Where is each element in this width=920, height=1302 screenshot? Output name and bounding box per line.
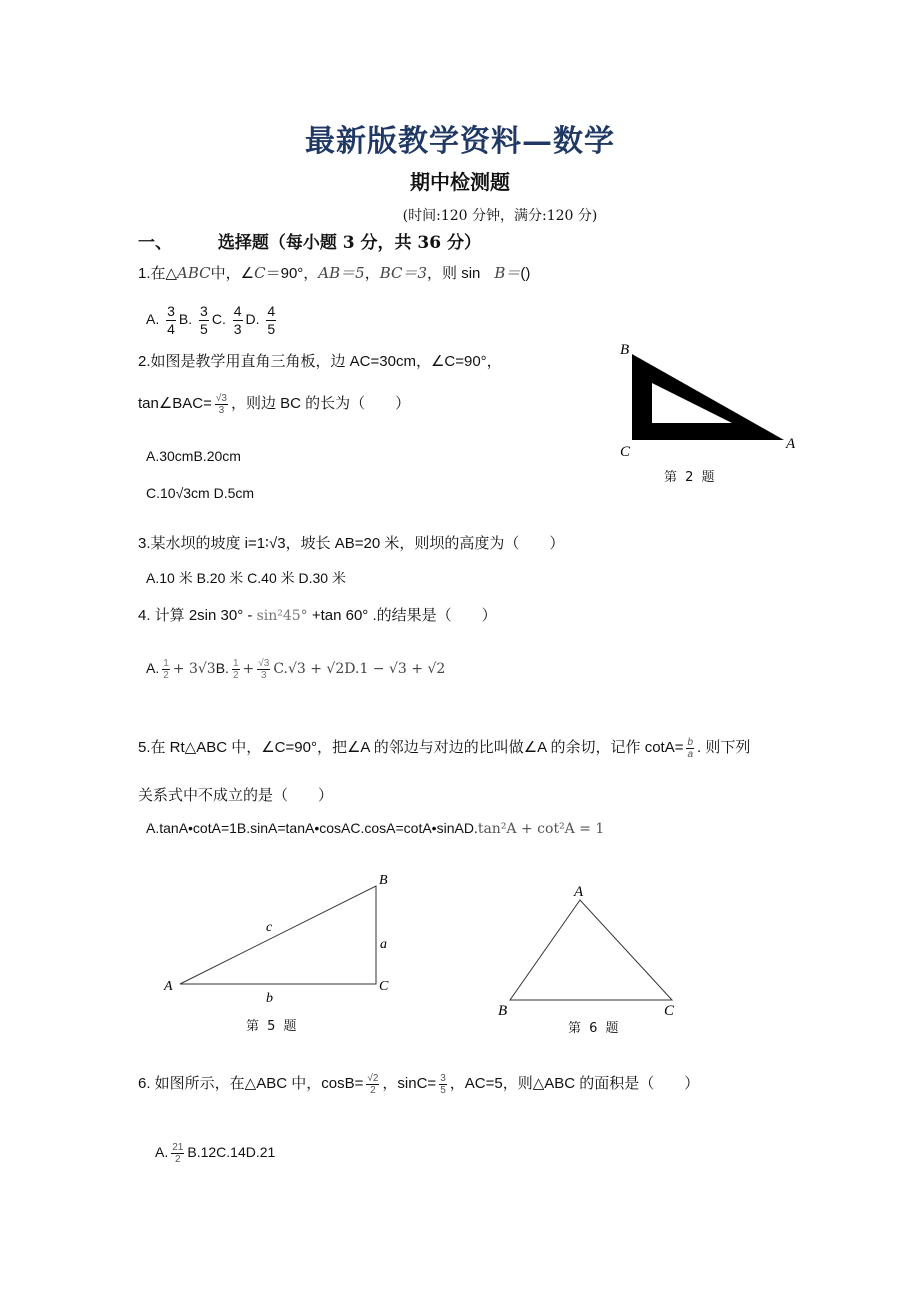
q2-line2-post: ，则边 BC 的长为（ ） (230, 395, 411, 412)
q6-options (155, 1142, 275, 1165)
q6-opt-rest: B.12C.14D.21 (187, 1144, 276, 1161)
q5-side-c: c (266, 920, 273, 935)
q1-mid3: ，则 sin (427, 265, 481, 282)
q6-post: ，AC=5，则△ABC 的面积是（ ） (449, 1075, 700, 1092)
question-1 (138, 262, 530, 283)
q1-frac-a (166, 303, 176, 338)
q6-line (138, 1072, 699, 1096)
q5-vertex-a: A (164, 979, 173, 994)
q6-frac2-den: 5 (440, 1084, 446, 1096)
section-label: 选择题（每小题 3 分，共 36 分） (217, 233, 482, 253)
q6-mid: ，sinC= (382, 1075, 437, 1092)
exam-subtitle: (时间:120 分钟，满分:120 分) (402, 208, 598, 224)
q1-frac-d-den: 5 (267, 321, 276, 337)
section-number: 一、 (138, 233, 172, 253)
q2-line2-pre: tan∠BAC= (138, 395, 212, 412)
q5-side-b: b (266, 991, 273, 1006)
q2-frac-num: √3 (215, 392, 227, 404)
q1-opt-a: A. (146, 311, 160, 328)
q6-frac1-num: √2 (367, 1072, 379, 1084)
q4-opt-b-frac1-den: 2 (232, 670, 239, 681)
exam-title: 期中检测题 (410, 170, 510, 194)
q4-opt-b-plus: + (242, 661, 255, 678)
q4-opt-b-frac2 (257, 658, 270, 681)
q2-frac-den: 3 (218, 404, 225, 416)
q3-line: 3.某水坝的坡度 i=1∶√3，坡长 AB=20 米，则坝的高度为（ ） (138, 535, 565, 552)
q6-opt-a-frac-den: 2 (175, 1154, 181, 1165)
section-heading (138, 228, 481, 253)
q5-opts-text: A.tanA•cotA=1B.sinA=tanA•cosAC.cosA=cotA•sinAD. (146, 820, 478, 836)
q5-frac-den: a (687, 748, 694, 760)
q5-line2: 关系式中不成立的是（ ） (138, 787, 334, 804)
q4-opt-c: C.√3 + √2 (273, 661, 345, 678)
q4-opt-a-frac-den: 2 (163, 670, 169, 681)
q5-frac (686, 737, 694, 760)
figure-q2-triangle-ruler (612, 338, 802, 466)
q6-frac1 (366, 1073, 379, 1096)
q5-vertex-c: C (379, 979, 389, 994)
q5-caption: 第 5 题 (246, 1019, 299, 1034)
q1-frac-b-num: 3 (200, 303, 208, 319)
q1-ab: AB＝5 (318, 264, 365, 282)
q5-line1 (138, 736, 750, 760)
q1-mid1: 中，∠ (210, 265, 255, 282)
q2-label-c: C (620, 444, 631, 460)
q1-bc: BC＝3 (379, 264, 428, 282)
q1-options (146, 303, 279, 338)
q6-vertex-a: A (574, 884, 584, 900)
q1-opt-b: B. (178, 311, 193, 328)
q1-b: B＝ (494, 264, 521, 282)
q2-options-1: A.30cmB.20cm (146, 448, 241, 464)
q5-line1-pre: 5.在 Rt△ABC 中，∠C=90°，把∠A 的邻边与对边的比叫做∠A 的余切，记作 cotA= (138, 739, 684, 756)
q5-side-a: a (380, 937, 387, 952)
q2-label-a: A (786, 436, 796, 452)
q2-frac (215, 393, 228, 416)
q5-vertex-b: B (379, 873, 388, 888)
q4-opt-b-frac1-num: 1 (232, 658, 239, 669)
q2-line1: 2.如图是教学用直角三角板，边 AC=30cm，∠C=90°， (138, 353, 502, 370)
q2-label-b: B (620, 342, 630, 358)
q5-triangle (180, 886, 376, 984)
q3-options: A.10 米 B.20 米 C.40 米 D.30 米 (146, 570, 346, 586)
q5-opt-d-math: tan²A + cot²A = 1 (477, 821, 605, 837)
q4-line (138, 604, 497, 625)
q6-vertex-c: C (664, 1003, 675, 1019)
figure-q5-right-triangle (160, 868, 400, 1008)
q1-frac-b (199, 303, 209, 338)
q2-options-2: C.10√3cm D.5cm (146, 485, 255, 501)
q4-mid: sin²45° (256, 608, 308, 624)
q6-frac2 (439, 1073, 447, 1096)
q6-triangle (510, 900, 672, 1000)
q1-abc: ABC (177, 264, 211, 282)
q1-frac-c-den: 3 (233, 321, 242, 337)
q4-opt-a-frac-num: 1 (163, 658, 169, 669)
q6-opt-a-frac (171, 1142, 184, 1165)
q1-comma: ， (364, 265, 380, 282)
q4-opt-b-label: B. (215, 660, 229, 677)
q1-frac-d (266, 303, 276, 338)
q1-frac-a-den: 4 (167, 321, 175, 337)
q2-caption: 第 2 题 (664, 470, 717, 485)
q1-frac-a-num: 3 (167, 303, 175, 319)
q1-frac-c (233, 303, 243, 338)
q4-opt-a-label: A. (146, 660, 160, 677)
q5-frac-num: b (687, 736, 694, 748)
q6-frac1-den: 2 (370, 1084, 376, 1096)
q6-opt-a: A. (155, 1144, 169, 1161)
q6-line-pre: 6. 如图所示，在△ABC 中，cosB= (138, 1075, 364, 1092)
q6-vertex-b: B (498, 1003, 508, 1019)
q1-mid2: ＝90°， (265, 265, 319, 282)
q1-c: C (254, 264, 266, 282)
q1-frac-d-num: 4 (267, 303, 276, 319)
q4-opt-b-frac2-den: 3 (261, 670, 267, 681)
q4-opt-a-rest: + 3√3 (172, 661, 216, 678)
q1-end: () (520, 265, 531, 282)
q4-pre: 4. 计算 2sin 30° - (138, 607, 253, 624)
banner-title: 最新版教学资料—数学 (305, 124, 615, 159)
q1-frac-b-den: 5 (200, 321, 208, 337)
figure-q6-triangle (494, 880, 684, 1020)
q4-opt-b-frac2-num: √3 (258, 658, 270, 669)
q6-opt-a-frac-num: 21 (172, 1142, 184, 1153)
q6-frac2-num: 3 (440, 1072, 446, 1084)
q4-opt-a-frac (162, 658, 170, 681)
q4-options (146, 658, 445, 681)
q5-line1-post: . 则下列 (697, 739, 751, 756)
q6-caption: 第 6 题 (568, 1021, 621, 1036)
q1-frac-c-num: 4 (233, 303, 242, 319)
q4-post: +tan 60° .的结果是（ ） (311, 607, 497, 624)
q5-options (146, 820, 604, 837)
q1-opt-d: D. (245, 311, 260, 328)
q4-opt-b-frac1 (232, 658, 240, 681)
q4-opt-d: D.1 − √3 + √2 (344, 661, 446, 678)
q2-line2 (138, 392, 410, 416)
q1-prefix: 1.在△ (138, 265, 178, 282)
q1-opt-c: C. (211, 311, 226, 328)
